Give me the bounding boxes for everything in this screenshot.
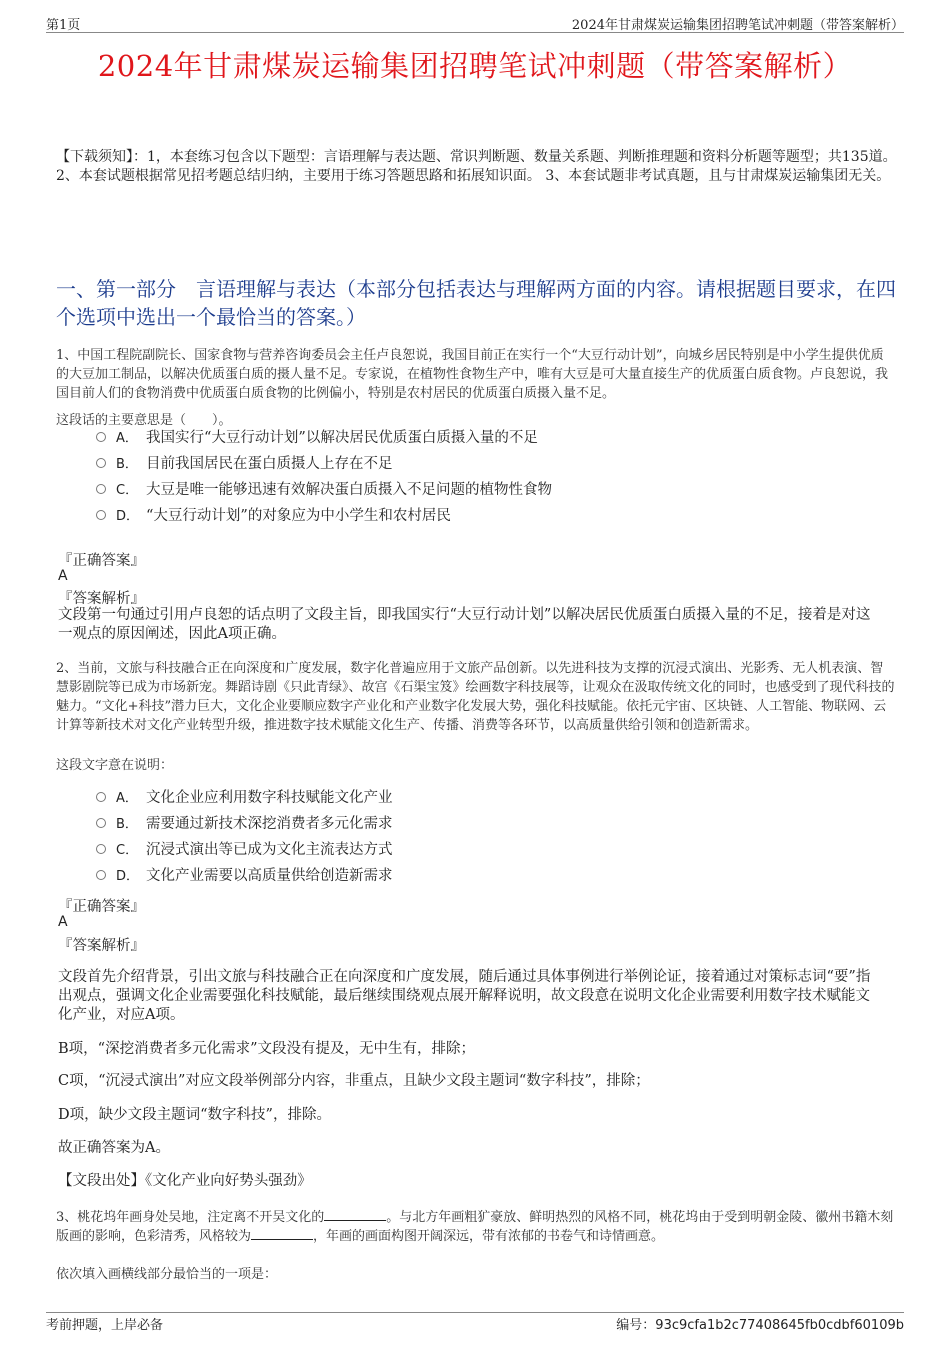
q2-source: 【文段出处】《文化产业向好势头强劲》 [58, 1173, 312, 1189]
q1-option-c[interactable] [96, 480, 552, 500]
q1-analysis: 文段第一句通过引用卢良恕的话点明了文段主旨，即我国实行“大豆行动计划”以解决居民优质蛋白质摄入量的不足，接着是对这一观点的原因阐述，因此A项正确。 [58, 607, 871, 642]
footer-code [616, 1314, 904, 1333]
option-letter: A． [116, 791, 138, 806]
q3-text-part1: 3、桃花坞年画身处吴地，注定离不开吴文化的 [56, 1210, 325, 1225]
q2-option-c-note: C项，“沉浸式演出”对应文段举例部分内容，非重点，且缺少文段主题词“数字科技”，排除； [58, 1073, 650, 1089]
fill-blank-2[interactable] [251, 1227, 313, 1240]
question-3-text [56, 1208, 896, 1246]
option-text: 文化企业应利用数字科技赋能文化产业 [146, 790, 393, 806]
page-number: 第1页 [46, 18, 81, 33]
q1-option-b[interactable] [96, 454, 393, 474]
q2-option-c[interactable] [96, 840, 393, 860]
option-text: 需要通过新技术深挖消费者多元化需求 [146, 816, 393, 832]
radio-icon[interactable] [96, 792, 106, 802]
radio-icon[interactable] [96, 432, 106, 442]
header-doc-title: 2024年甘肃煤炭运输集团招聘笔试冲刺题（带答案解析） [571, 18, 904, 33]
option-text: 大豆是唯一能够迅速有效解决蛋白质摄入不足问题的植物性食物 [146, 482, 552, 498]
radio-icon[interactable] [96, 844, 106, 854]
download-notice: 【下载须知】：1，本套练习包含以下题型：言语理解与表达题、常识判断题、数量关系题、判断推理题和资料分析题等题型；共135道。 2、本套试题根据常见招考题总结归纳，主要用于练习答题思路和拓展知识面。 3、本套试题非考试真题，且与甘肃煤炭运输集团无关。 [56, 149, 897, 184]
option-text: 我国实行“大豆行动计划”以解决居民优质蛋白质摄入量的不足 [146, 430, 538, 446]
q2-conclusion: 故正确答案为A。 [58, 1140, 170, 1156]
option-text: “大豆行动计划”的对象应为中小学生和农村居民 [146, 508, 451, 524]
q2-analysis-label: 『答案解析』 [58, 938, 145, 954]
page-title: 2024年甘肃煤炭运输集团招聘笔试冲刺题（带答案解析） [97, 49, 853, 83]
section-heading: 一、第一部分 言语理解与表达（本部分包括表达与理解两方面的内容。请根据题目要求，在四个选项中选出一个最恰当的答案。） [56, 277, 896, 329]
q2-answer-label: 『正确答案』 [58, 899, 145, 915]
option-letter: B． [116, 817, 138, 832]
q2-option-d[interactable] [96, 866, 393, 886]
q2-option-b-note: B项，“深挖消费者多元化需求”文段没有提及，无中生有，排除； [58, 1041, 475, 1057]
radio-icon[interactable] [96, 458, 106, 468]
q1-option-a[interactable] [96, 428, 538, 448]
fill-blank-1[interactable] [324, 1208, 386, 1221]
option-letter: B． [116, 457, 138, 472]
q2-answer: A [58, 914, 68, 930]
option-letter: D． [116, 869, 140, 884]
footer-code-value: 93c9cfa1b2c77408645fb0cdbf60109b [655, 1318, 904, 1333]
option-letter: A． [116, 431, 138, 446]
footer-divider [46, 1312, 904, 1313]
question-2-text: 2、当前，文旅与科技融合正在向深度和广度发展，数字化普遍应用于文旅产品创新。以先进科技为支撑的沉浸式演出、光影秀、无人机表演、智慧影剧院等已成为市场新宠。舞蹈诗剧《只此青绿》、故宫《石渠宝笈》绘画数字科技展等，让观众在汲取传统文化的同时，也感受到了现代科技的魅力。“文化+科技”潜力巨大，文化企业要顺应数字产业化和产业数字化发展大势，强化科技赋能。依托元宇宙、区块链、人工智能、物联网、云计算等新技术对文化产业转型升级，推进数字技术赋能文化生产、传播、消费等各环节，以高质量供给引领和创造新需求。 [56, 661, 895, 733]
radio-icon[interactable] [96, 818, 106, 828]
q3-text-part2: 。与北方年画粗犷豪放、鲜明热烈的风格不同，桃花坞由于受到明朝金陵、徽州书籍木刻版画的影响，色彩清秀，风格较为 [56, 1210, 894, 1244]
q2-option-d-note: D项，缺少文段主题词“数字科技”，排除。 [58, 1107, 331, 1123]
footer-slogan: 考前押题，上岸必备 [46, 1318, 164, 1333]
option-letter: C． [116, 843, 139, 858]
q2-option-a[interactable] [96, 788, 393, 808]
question-1-text: 1、中国工程院副院长、国家食物与营养咨询委员会主任卢良恕说，我国目前正在实行一个“大豆行动计划”，向城乡居民特别是中小学生提供优质的大豆加工制品，以解决优质蛋白质的摄人量不足。专家说，在植物性食物生产中，唯有大豆是可大量直接生产的优质蛋白质食物。卢良恕说，我国目前人们的食物消费中优质蛋白质食物的比例偏小，特别是农村居民的优质蛋白质摄入量不足。 [56, 348, 889, 401]
question-2-prompt: 这段文字意在说明： [56, 758, 174, 773]
q2-analysis: 文段首先介绍背景，引出文旅与科技融合正在向深度和广度发展，随后通过具体事例进行举例论证，接着通过对策标志词“要”指出观点，强调文化企业需要强化科技赋能，最后继续围绕观点展开解释说明，故文段意在说明文化企业需要利用数字技术赋能文化产业，对应A项。 [58, 969, 871, 1023]
q3-text-part3: ，年画的画面构图开阔深远，带有浓郁的书卷气和诗情画意。 [313, 1229, 665, 1244]
question-3-prompt: 依次填入画横线部分最恰当的一项是： [56, 1267, 278, 1282]
q1-answer: A [58, 568, 68, 584]
option-text: 文化产业需要以高质量供给创造新需求 [146, 868, 393, 884]
option-letter: C． [116, 483, 139, 498]
option-text: 目前我国居民在蛋白质摄人上存在不足 [146, 456, 393, 472]
option-letter: D． [116, 509, 140, 524]
option-text: 沉浸式演出等已成为文化主流表达方式 [146, 842, 393, 858]
radio-icon[interactable] [96, 484, 106, 494]
question-1-prompt: 这段话的主要意思是（ ）。 [56, 413, 232, 428]
header-divider [46, 32, 904, 33]
footer-code-label: 编号： [616, 1318, 656, 1333]
q1-answer-label: 『正确答案』 [58, 553, 145, 569]
radio-icon[interactable] [96, 510, 106, 520]
radio-icon[interactable] [96, 870, 106, 880]
q1-option-d[interactable] [96, 506, 451, 526]
q2-option-b[interactable] [96, 814, 393, 834]
q1-analysis-label: 『答案解析』 [58, 591, 145, 607]
